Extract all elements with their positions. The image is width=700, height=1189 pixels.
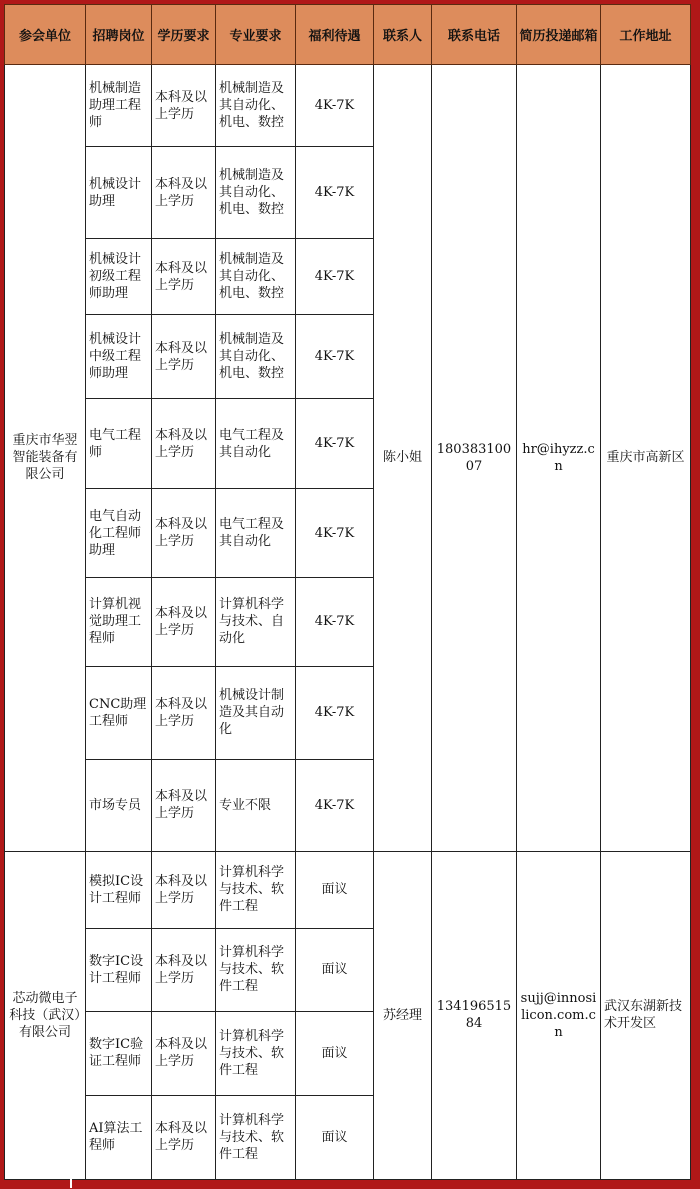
job-education: 本科及以上学历: [152, 315, 216, 399]
contact-phone: 13419651584: [432, 851, 517, 1179]
job-position: 电气自动化工程师助理: [86, 489, 152, 578]
job-major: 电气工程及其自动化: [216, 399, 296, 489]
job-education: 本科及以上学历: [152, 147, 216, 239]
resume-email: sujj@innosilicon.com.cn: [517, 851, 601, 1179]
job-salary: 4K-7K: [296, 666, 374, 759]
job-major: 机械制造及其自动化、机电、数控: [216, 239, 296, 315]
job-salary: 面议: [296, 851, 374, 928]
job-position: 机械设计助理: [86, 147, 152, 239]
job-major: 电气工程及其自动化: [216, 489, 296, 578]
job-education: 本科及以上学历: [152, 1095, 216, 1179]
job-salary: 4K-7K: [296, 489, 374, 578]
job-salary: 面议: [296, 928, 374, 1011]
document-frame: [4, 4, 690, 1180]
job-education: 本科及以上学历: [152, 1011, 216, 1095]
recruitment-table: [4, 4, 691, 1180]
job-position: 计算机视觉助理工程师: [86, 578, 152, 666]
job-position: 数字IC验证工程师: [86, 1011, 152, 1095]
header-company: 参会单位: [5, 5, 86, 65]
job-major: 机械制造及其自动化、机电、数控: [216, 315, 296, 399]
job-education: 本科及以上学历: [152, 399, 216, 489]
header-row: [5, 5, 691, 65]
job-major: 机械制造及其自动化、机电、数控: [216, 147, 296, 239]
header-email: 简历投递邮箱: [517, 5, 601, 65]
job-salary: 面议: [296, 1095, 374, 1179]
job-salary: 4K-7K: [296, 578, 374, 666]
job-position: AI算法工程师: [86, 1095, 152, 1179]
job-major: 机械设计制造及其自动化: [216, 666, 296, 759]
job-education: 本科及以上学历: [152, 851, 216, 928]
job-major: 计算机科学与技术、软件工程: [216, 1095, 296, 1179]
page-edge-mark: [70, 1179, 72, 1188]
job-education: 本科及以上学历: [152, 239, 216, 315]
job-salary: 4K-7K: [296, 239, 374, 315]
job-major: 计算机科学与技术、软件工程: [216, 928, 296, 1011]
job-salary: 4K-7K: [296, 147, 374, 239]
job-major: 计算机科学与技术、自动化: [216, 578, 296, 666]
contact-phone: 18038310007: [432, 65, 517, 852]
job-major: 计算机科学与技术、软件工程: [216, 851, 296, 928]
job-major: 机械制造及其自动化、机电、数控: [216, 65, 296, 147]
job-salary: 面议: [296, 1011, 374, 1095]
job-education: 本科及以上学历: [152, 666, 216, 759]
header-major: 专业要求: [216, 5, 296, 65]
company-name: 芯动微电子科技（武汉）有限公司: [5, 851, 86, 1179]
header-position: 招聘岗位: [86, 5, 152, 65]
work-address: 重庆市高新区: [601, 65, 691, 852]
job-position: 电气工程师: [86, 399, 152, 489]
job-major: 计算机科学与技术、软件工程: [216, 1011, 296, 1095]
header-salary: 福利待遇: [296, 5, 374, 65]
job-position: CNC助理工程师: [86, 666, 152, 759]
table-row: [5, 851, 691, 928]
contact-person: 陈小姐: [374, 65, 432, 852]
job-position: 机械设计初级工程师助理: [86, 239, 152, 315]
header-phone: 联系电话: [432, 5, 517, 65]
job-education: 本科及以上学历: [152, 489, 216, 578]
company-name: 重庆市华翌智能装备有限公司: [5, 65, 86, 852]
job-education: 本科及以上学历: [152, 928, 216, 1011]
job-position: 数字IC设计工程师: [86, 928, 152, 1011]
job-position: 机械制造助理工程师: [86, 65, 152, 147]
header-contact: 联系人: [374, 5, 432, 65]
job-salary: 4K-7K: [296, 759, 374, 851]
job-position: 市场专员: [86, 759, 152, 851]
job-salary: 4K-7K: [296, 399, 374, 489]
table-row: [5, 65, 691, 147]
contact-person: 苏经理: [374, 851, 432, 1179]
job-education: 本科及以上学历: [152, 759, 216, 851]
work-address: 武汉东湖新技术开发区: [601, 851, 691, 1179]
job-salary: 4K-7K: [296, 315, 374, 399]
job-position: 模拟IC设计工程师: [86, 851, 152, 928]
header-address: 工作地址: [601, 5, 691, 65]
job-education: 本科及以上学历: [152, 65, 216, 147]
resume-email: hr@ihyzz.cn: [517, 65, 601, 852]
job-major: 专业不限: [216, 759, 296, 851]
header-education: 学历要求: [152, 5, 216, 65]
job-education: 本科及以上学历: [152, 578, 216, 666]
job-salary: 4K-7K: [296, 65, 374, 147]
job-position: 机械设计中级工程师助理: [86, 315, 152, 399]
